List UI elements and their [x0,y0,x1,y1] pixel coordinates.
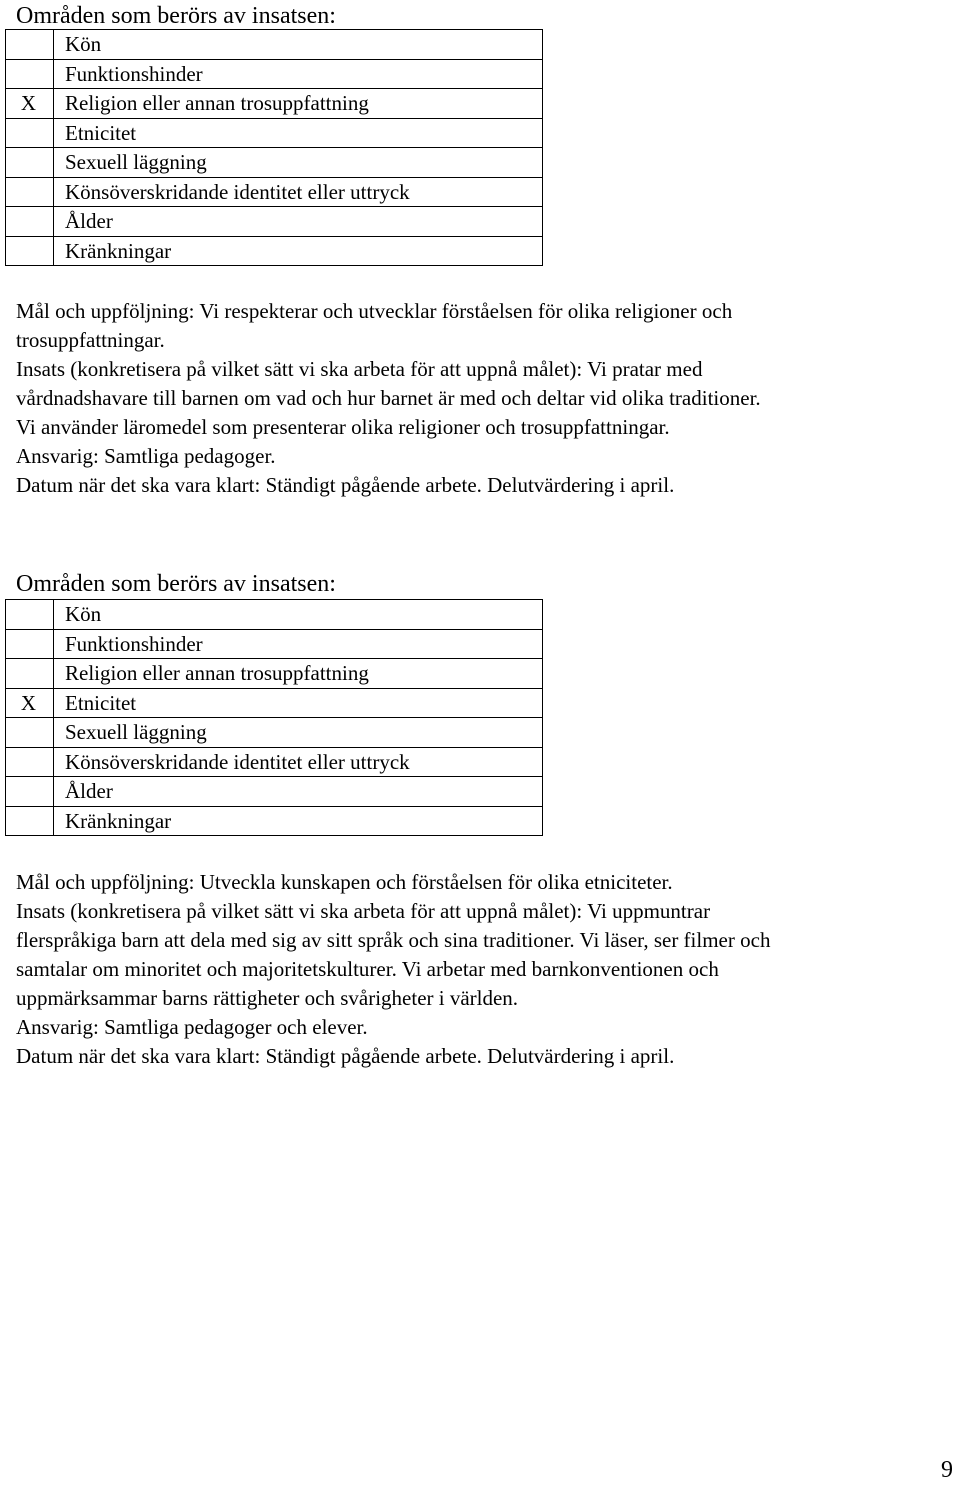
table-row [6,59,543,89]
area-mark [6,207,54,237]
body-line: Vi använder läromedel som presenterar olika religioner och trosuppfattningar. [16,415,670,439]
area-mark [6,30,54,60]
area-label: Funktionshinder [54,59,543,89]
table-row [6,118,543,148]
area-label: Kränkningar [54,236,543,266]
table-row [6,718,543,748]
area-mark [6,177,54,207]
area-mark: X [6,688,54,718]
area-label: Ålder [54,777,543,807]
area-label: Kränkningar [54,806,543,836]
area-label: Funktionshinder [54,629,543,659]
section-1-areas-table [5,29,543,266]
body-line: samtalar om minoritet och majoritetskulturer. Vi arbetar med barnkonventionen och [16,957,719,981]
body-line: vårdnadshavare till barnen om vad och hur barnet är med och deltar vid olika traditioner. [16,386,761,410]
table-row [6,207,543,237]
body-line: Mål och uppföljning: Vi respekterar och utvecklar förståelsen för olika religioner och [16,299,733,323]
body-line: Ansvarig: Samtliga pedagoger. [16,444,276,468]
table-row [6,177,543,207]
body-line: Insats (konkretisera på vilket sätt vi ska arbeta för att uppnå målet): Vi pratar med [16,357,703,381]
area-mark [6,236,54,266]
table-row [6,89,543,119]
body-line: uppmärksammar barns rättigheter och svårigheter i världen. [16,986,519,1010]
body-line: Datum när det ska vara klart: Ständigt pågående arbete. Delutvärdering i april. [16,1044,675,1068]
area-label: Sexuell läggning [54,148,543,178]
area-label: Kön [54,30,543,60]
area-label: Kön [54,600,543,630]
area-mark [6,600,54,630]
section-1-body [16,297,936,500]
section-2-body [16,868,936,1071]
area-label: Etnicitet [54,688,543,718]
area-mark [6,659,54,689]
area-mark [6,806,54,836]
body-line: Ansvarig: Samtliga pedagoger och elever. [16,1015,368,1039]
area-mark [6,777,54,807]
body-line: trosuppfattningar. [16,328,165,352]
area-label: Sexuell läggning [54,718,543,748]
section-2-areas-table [5,599,543,836]
body-line: Datum när det ska vara klart: Ständigt pågående arbete. Delutvärdering i april. [16,473,675,497]
area-mark [6,148,54,178]
area-mark [6,118,54,148]
table-row [6,236,543,266]
area-mark [6,747,54,777]
page-number: 9 [941,1457,953,1483]
area-label: Könsöverskridande identitet eller uttryck [54,177,543,207]
body-line: Mål och uppföljning: Utveckla kunskapen och förståelsen för olika etniciteter. [16,870,673,894]
table-row [6,30,543,60]
area-label: Religion eller annan trosuppfattning [54,659,543,689]
area-mark [6,718,54,748]
table-row [6,659,543,689]
area-label: Könsöverskridande identitet eller uttryck [54,747,543,777]
area-mark [6,59,54,89]
table-row [6,747,543,777]
area-label: Religion eller annan trosuppfattning [54,89,543,119]
area-label: Etnicitet [54,118,543,148]
body-line: flerspråkiga barn att dela med sig av sitt språk och sina traditioner. Vi läser, ser filmer och [16,928,771,952]
table-row [6,806,543,836]
area-mark: X [6,89,54,119]
area-label: Ålder [54,207,543,237]
table-row [6,629,543,659]
section-1-heading: Områden som berörs av insatsen: [16,3,336,29]
section-2-heading: Områden som berörs av insatsen: [16,571,336,597]
body-line: Insats (konkretisera på vilket sätt vi ska arbeta för att uppnå målet): Vi uppmuntrar [16,899,711,923]
table-row [6,688,543,718]
table-row [6,600,543,630]
table-row [6,148,543,178]
area-mark [6,629,54,659]
table-row [6,777,543,807]
